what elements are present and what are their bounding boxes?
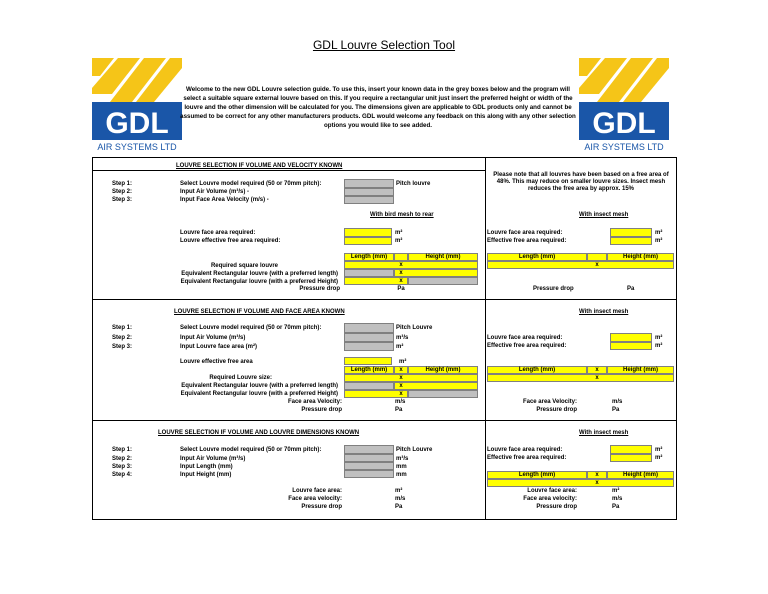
face-area-input-label: Input Louvre face area (m²): [180, 344, 258, 350]
square-output: [344, 261, 478, 269]
preferred-length-input[interactable]: [344, 382, 394, 390]
step-label: Step 3:: [112, 197, 133, 203]
insect-size-output: [487, 479, 674, 487]
air-volume-label: Input Air Volume (m³/s): [180, 456, 246, 462]
unit-m2: m²: [655, 335, 663, 341]
unit-m2: m²: [395, 238, 403, 244]
unit-m2: m²: [655, 343, 663, 349]
face-velocity-input[interactable]: [344, 196, 394, 204]
unit-pa: Pa: [395, 407, 403, 413]
unit-pa: Pa: [395, 504, 403, 510]
unit-mm: mm: [396, 472, 407, 478]
unit-m2: m²: [396, 344, 404, 350]
logo-sub: AIR SYSTEMS LTD: [97, 142, 177, 152]
equiv-height-label: Equivalent Rectangular louvre (with a preferred Height): [180, 279, 338, 285]
insect-face-velocity-label: Face area velocity:: [523, 496, 577, 502]
divider: [92, 420, 677, 421]
equiv-height-label: Equivalent Rectangular louvre (with a preferred Height): [180, 391, 338, 397]
height-input[interactable]: [344, 470, 394, 478]
unit-pa: Pa: [397, 286, 405, 292]
x-label: x: [399, 270, 403, 276]
logo-letters: GDL: [105, 107, 169, 140]
model-input[interactable]: [344, 179, 394, 188]
face-area-label: Louvre face area required:: [180, 230, 256, 236]
height-label: Height (mm): [425, 254, 461, 260]
insect-face-area-label: Louvre face area required:: [487, 447, 563, 453]
logo-sub: AIR SYSTEMS LTD: [584, 142, 664, 152]
pressure-drop-label: Pressure drop: [301, 504, 342, 510]
model-input[interactable]: [344, 445, 394, 454]
face-area-input[interactable]: [344, 342, 394, 351]
height-label: Height (mm): [623, 472, 658, 478]
face-velocity-label: Input Face Area Velocity (m/s) -: [180, 197, 269, 203]
unit-m2: m²: [395, 488, 403, 494]
unit-m2: m²: [395, 230, 403, 236]
pressure-drop-label: Pressure drop: [299, 286, 340, 292]
unit-m2: m²: [655, 447, 663, 453]
model-input[interactable]: [344, 323, 394, 333]
bird-mesh-heading: With bird mesh to rear: [370, 212, 434, 218]
effective-area-output: [344, 357, 392, 365]
insect-pressure-drop-label: Pressure drop: [536, 504, 577, 510]
length-label: Length (mm): [350, 254, 388, 260]
unit-m3s: m³/s: [396, 456, 409, 462]
step-label: Step 1:: [112, 447, 133, 453]
insect-effective-area-output: [610, 454, 652, 462]
equiv-length-label: Equivalent Rectangular louvre (with a preferred length): [181, 383, 338, 389]
insect-mesh-heading: With insect mesh: [579, 212, 629, 218]
insect-mesh-heading: With insect mesh: [579, 430, 629, 436]
insect-pressure-drop-label: Pressure drop: [536, 407, 577, 413]
preferred-length-input[interactable]: [344, 269, 394, 277]
pitch-louvre-label: Pitch Louvre: [396, 325, 433, 331]
air-volume-label: Input Air Volume (m³/s): [180, 335, 246, 341]
insect-face-area-label: Louvre face area required:: [487, 230, 563, 236]
length-label: Length (mm): [518, 472, 556, 478]
length-label: Length (mm): [518, 367, 556, 373]
effective-area-label: Louvre effective free area: [180, 359, 253, 365]
step-label: Step 2:: [112, 335, 133, 341]
height-label: Height (mm): [623, 254, 658, 260]
preferred-height-input[interactable]: [408, 277, 478, 285]
face-velocity-label: Face area velocity:: [288, 496, 342, 502]
step-label: Step 3:: [112, 464, 133, 470]
x-label: x: [595, 480, 599, 486]
insect-effective-area-label: Effective free area required:: [487, 238, 567, 244]
insect-face-area-output: [610, 445, 652, 454]
unit-m2: m²: [612, 488, 620, 494]
x-label: x: [595, 367, 599, 373]
effective-area-label: Louvre effective free area required:: [180, 238, 281, 244]
air-volume-label: Input Air Volume (m³/s) -: [180, 189, 249, 195]
unit-m2: m²: [655, 455, 663, 461]
section2-heading: LOUVRE SELECTION IF VOLUME AND FACE AREA KNOWN: [174, 309, 345, 315]
step-label: Step 2:: [112, 189, 133, 195]
pitch-louvre-label: Pitch Louvre: [396, 447, 433, 453]
insect-effective-area-output: [610, 342, 652, 350]
air-volume-input[interactable]: [344, 454, 394, 462]
x-label: x: [595, 262, 599, 268]
x-cell: [587, 253, 607, 261]
x-label: x: [595, 472, 599, 478]
divider: [92, 170, 485, 171]
unit-m3s: m³/s: [396, 335, 409, 341]
face-area-output: [344, 228, 392, 237]
x-label: x: [399, 391, 403, 397]
insect-face-area-output: [610, 333, 652, 342]
divider: [485, 157, 486, 520]
logo-letters: GDL: [592, 107, 656, 140]
req-square-label: Required square louvre: [210, 263, 278, 269]
insect-effective-area-label: Effective free area required:: [487, 455, 567, 461]
x-label: x: [399, 375, 403, 381]
unit-ms: m/s: [612, 399, 623, 405]
insect-mesh-heading: With insect mesh: [579, 309, 629, 315]
divider: [92, 299, 677, 300]
step-label: Step 4:: [112, 472, 133, 478]
length-label: Length (mm): [350, 367, 388, 373]
free-area-note: Please note that all louvres have been based on a free area of 48%. This may reduce on smaller louvre sizes. Insect mesh reduces the free area by approx. 15%: [493, 172, 669, 192]
gdl-logo-left: [92, 58, 182, 152]
preferred-height-input[interactable]: [408, 390, 478, 398]
unit-pa: Pa: [627, 286, 635, 292]
unit-ms: m/s: [612, 496, 623, 502]
unit-ms: m/s: [395, 399, 406, 405]
unit-m2: m²: [399, 359, 407, 365]
unit-ms: m/s: [395, 496, 406, 502]
x-label: x: [399, 278, 403, 284]
length-input-label: Input Length (mm): [180, 464, 233, 470]
size-output: [344, 374, 478, 382]
length-label: Length (mm): [518, 254, 556, 260]
insect-louvre-face-area-label: Louvre face area:: [527, 488, 577, 494]
unit-pa: Pa: [612, 407, 620, 413]
step-label: Step 2:: [112, 456, 133, 462]
req-size-label: Required Louvre size:: [209, 375, 272, 381]
step-label: Step 1:: [112, 181, 133, 187]
x-label: x: [595, 375, 599, 381]
step-label: Step 3:: [112, 344, 133, 350]
model-label: Select Louvre model required (50 or 70mm pitch):: [180, 325, 322, 331]
equiv-length-label: Equivalent Rectangular louvre (with a preferred length): [181, 271, 338, 277]
insect-size-output: [487, 374, 674, 382]
height-input-label: Input Height (mm): [180, 472, 232, 478]
air-volume-input[interactable]: [344, 333, 394, 342]
gdl-logo-right: [579, 58, 669, 152]
model-label: Select Louvre model required (50 or 70mm pitch):: [180, 181, 322, 187]
air-volume-input[interactable]: [344, 188, 394, 196]
x-cell: [394, 253, 408, 261]
insect-face-velocity-label: Face area Velocity:: [522, 399, 577, 405]
height-label: Height (mm): [623, 367, 658, 373]
insect-effective-area-output: [610, 237, 652, 245]
insect-face-area-label: Louvre face area required:: [487, 335, 563, 341]
x-label: x: [399, 383, 403, 389]
section3-heading: LOUVRE SELECTION IF VOLUME AND LOUVRE DIMENSIONS KNOWN: [158, 430, 360, 436]
face-area-label: Louvre face area:: [292, 488, 342, 494]
insect-face-area-output: [610, 228, 652, 237]
insect-square-output: [487, 261, 674, 269]
insect-pressure-drop-label: Pressure drop: [533, 286, 574, 292]
x-label: x: [399, 262, 403, 268]
section1-heading: LOUVRE SELECTION IF VOLUME AND VELOCITY KNOWN: [176, 163, 343, 169]
unit-m2: m²: [655, 230, 663, 236]
insect-effective-area-label: Effective free area required:: [487, 343, 567, 349]
unit-m2: m²: [655, 238, 663, 244]
height-label: Height (mm): [425, 367, 461, 373]
unit-pa: Pa: [612, 504, 620, 510]
model-label: Select Louvre model required (50 or 70mm pitch):: [180, 447, 322, 453]
page-title: GDL Louvre Selection Tool: [312, 38, 456, 52]
effective-area-output: [344, 237, 392, 245]
face-velocity-label: Face area Velocity:: [287, 399, 342, 405]
pitch-louvre-label: Pitch louvre: [396, 181, 431, 187]
pressure-drop-label: Pressure drop: [301, 407, 342, 413]
step-label: Step 1:: [112, 325, 133, 331]
unit-mm: mm: [396, 464, 407, 470]
x-label: x: [399, 367, 403, 373]
intro-text: Welcome to the new GDL Louvre selection guide. To use this, insert your known data in the grey boxes below and the program will select a suitable square external louvre based on this. If you require a rectangular unit just insert the preferred height or width of the louvre and the other dimension will be calculated for you. The dimensions given are applicable to GDL products only and cannot be assumed to be correct for any other manufacturers products. GDL would welcome any feedback on this along with any other selection options you would like to see added.: [180, 86, 576, 129]
length-input[interactable]: [344, 462, 394, 470]
